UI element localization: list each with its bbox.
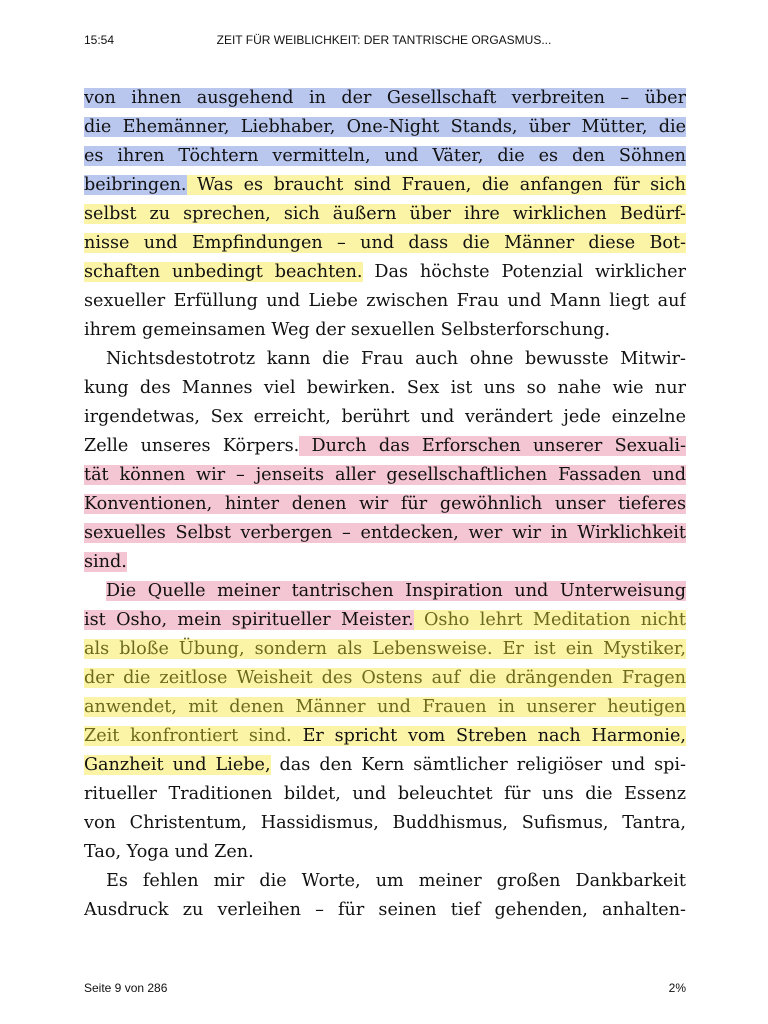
text-line [84, 722, 686, 751]
plain-text: sexueller Erfüllung und Liebe zwischen Frau und Mann liegt auf [84, 291, 686, 311]
plain-text: ritueller Traditionen bildet, und beleuchtet für uns die Essenz [84, 784, 686, 804]
plain-text: Nichtsdestotrotz kann die Frau auch ohne bewusste Mitwir- [106, 349, 686, 369]
plain-text: das den Kern sämtlicher religiöser und spi- [270, 755, 686, 775]
text-line [84, 84, 686, 113]
highlight-yellow[interactable]: Zeit konfrontiert sind. [84, 726, 292, 746]
text-line [84, 867, 686, 896]
plain-text: ihrem gemeinsamen Weg der sexuellen Selbsterforschung. [84, 320, 611, 340]
highlight-yellow[interactable]: selbst zu sprechen, sich äußern über ihre wirklichen Bedürf- [84, 204, 686, 224]
highlight-pink[interactable]: Konventionen, hinter denen wir für gewöhnlich unser tieferes [84, 494, 686, 514]
text-line [84, 606, 686, 635]
highlight-blue[interactable]: beibringen. [84, 175, 187, 195]
plain-text: Das höchste Potenzial wirklicher [362, 262, 686, 282]
text-line [84, 693, 686, 722]
text-line [84, 258, 686, 287]
reading-page[interactable] [84, 84, 686, 964]
highlight-pink[interactable]: sind. [84, 552, 127, 572]
book-title[interactable]: ZEIT FÜR WEIBLICHKEIT: DER TANTRISCHE ORGASMUS... [216, 33, 552, 47]
highlight-pink[interactable]: Die Quelle meiner tantrischen Inspiration und Unterweisung [106, 581, 686, 601]
highlight-pink[interactable]: sexuelles Selbst verbergen – entdecken, wer wir in Wirklichkeit [84, 523, 686, 543]
text-line [84, 780, 686, 809]
plain-text: irgendetwas, Sex erreicht, berührt und verändert jede einzelne [84, 407, 686, 427]
plain-text: Tao, Yoga und Zen. [84, 842, 254, 862]
status-time: 15:54 [84, 33, 115, 47]
highlight-pink[interactable]: Durch das Erforschen unserer Sexuali- [299, 436, 686, 456]
highlight-pink[interactable]: tät können wir – jenseits aller gesellschaftlichen Fassaden und [84, 465, 686, 485]
text-line [84, 809, 686, 838]
page-indicator: Seite 9 von 286 [84, 981, 168, 995]
highlight-pink[interactable]: ist Osho, mein spiritueller Meister. [84, 610, 414, 630]
text-line [84, 432, 686, 461]
text-line [84, 345, 686, 374]
highlight-blue[interactable]: es ihren Töchtern vermitteln, und Väter, die es den Söhnen [84, 146, 686, 166]
text-line [84, 548, 686, 577]
reading-progress: 2% [668, 981, 686, 995]
text-line [84, 142, 686, 171]
text-line [84, 229, 686, 258]
highlight-yellow[interactable]: als bloße Übung, sondern als Lebensweise. Er ist ein Mystiker, [84, 639, 686, 659]
text-line [84, 751, 686, 780]
text-line [84, 287, 686, 316]
highlight-yellow[interactable]: Osho lehrt Meditation nicht [413, 610, 686, 630]
text-line [84, 577, 686, 606]
text-line [84, 896, 686, 925]
plain-text: Ausdruck zu verleihen – für seinen tief gehenden, anhalten- [84, 900, 686, 920]
text-line [84, 490, 686, 519]
text-line [84, 403, 686, 432]
highlight-yellow[interactable]: nisse und Empfindungen – und dass die Männer diese Bot- [84, 233, 686, 253]
plain-text: Es fehlen mir die Worte, um meiner großen Dankbarkeit [106, 871, 686, 891]
text-line [84, 113, 686, 142]
text-line [84, 171, 686, 200]
highlight-yellow[interactable]: schaften unbedingt beachten. [84, 262, 363, 282]
highlight-blue[interactable]: von ihnen ausgehend in der Gesellschaft verbreiten – über [84, 88, 686, 108]
text-line [84, 635, 686, 664]
plain-text: Zelle unseres Körpers. [84, 436, 300, 456]
plain-text: von Christentum, Hassidismus, Buddhismus, Sufismus, Tantra, [84, 813, 686, 833]
highlight-yellow[interactable]: Was es braucht sind Frauen, die anfangen für sich [186, 175, 686, 195]
highlight-yellow[interactable]: Er spricht vom Streben nach Harmonie, [291, 726, 686, 746]
text-line [84, 374, 686, 403]
highlight-yellow[interactable]: der die zeitlose Weisheit des Ostens auf die drängenden Fragen [84, 668, 686, 688]
highlight-blue[interactable]: die Ehemänner, Liebhaber, One-Night Stands, über Mütter, die [84, 117, 686, 137]
text-line [84, 461, 686, 490]
text-line [84, 519, 686, 548]
plain-text: kung des Mannes viel bewirken. Sex ist uns so nahe wie nur [84, 378, 686, 398]
text-line [84, 316, 686, 345]
highlight-yellow[interactable]: anwendet, mit denen Männer und Frauen in unserer heutigen [84, 697, 686, 717]
text-line [84, 664, 686, 693]
text-line [84, 838, 686, 867]
highlight-yellow[interactable]: Ganzheit und Liebe, [84, 755, 271, 775]
text-line [84, 200, 686, 229]
